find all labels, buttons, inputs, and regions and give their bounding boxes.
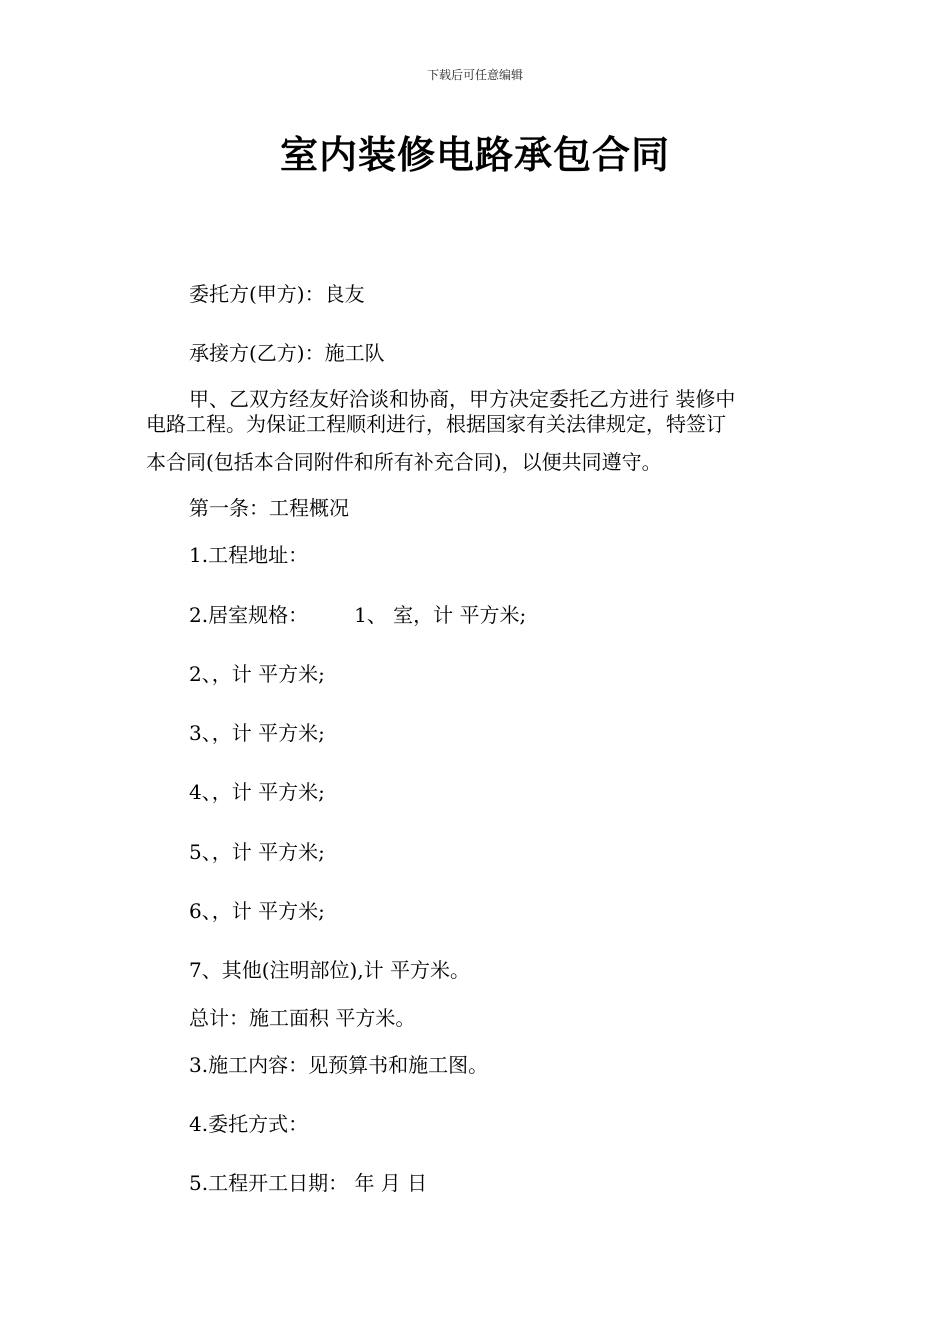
item-start-date: 5.工程开工日期： 年 月 日 [189,1171,428,1195]
room-item-4: 4、，计 平方米; [189,780,325,804]
intro-line-3: 本合同(包括本合同附件和所有补充合同)，以便共同遵守。 [146,450,662,474]
party-b-line: 承接方(乙方)：施工队 [189,341,385,365]
room-item-3: 3、，计 平方米; [189,721,325,745]
room-spec-label: 2.居室规格： [189,603,309,627]
item-content: 3.施工内容：见预算书和施工图。 [189,1053,489,1077]
item-address: 1.工程地址： [189,543,309,567]
room-spec-first: 1、 室，计 平方米; [354,603,527,627]
party-a-line: 委托方(甲方)：良友 [189,282,365,306]
room-item-7: 7、其他(注明部位),计 平方米。 [189,958,471,982]
header-note: 下载后可任意编辑 [426,68,523,82]
contract-title: 室内装修电路承包合同 [279,132,670,177]
item-method: 4.委托方式： [189,1112,309,1136]
room-item-6: 6、，计 平方米; [189,899,325,923]
room-item-5: 5、，计 平方米; [189,840,325,864]
room-item-2: 2、，计 平方米; [189,662,325,686]
article-1-heading: 第一条：工程概况 [189,496,349,520]
total-area: 总计：施工面积 平方米。 [189,1006,416,1030]
intro-line-1: 甲、乙双方经友好洽谈和协商，甲方决定委托乙方进行 装修中 [189,387,736,411]
item-room-spec [189,600,526,630]
intro-line-2: 电路工程。为保证工程顺利进行，根据国家有关法律规定，特签订 [146,412,726,436]
